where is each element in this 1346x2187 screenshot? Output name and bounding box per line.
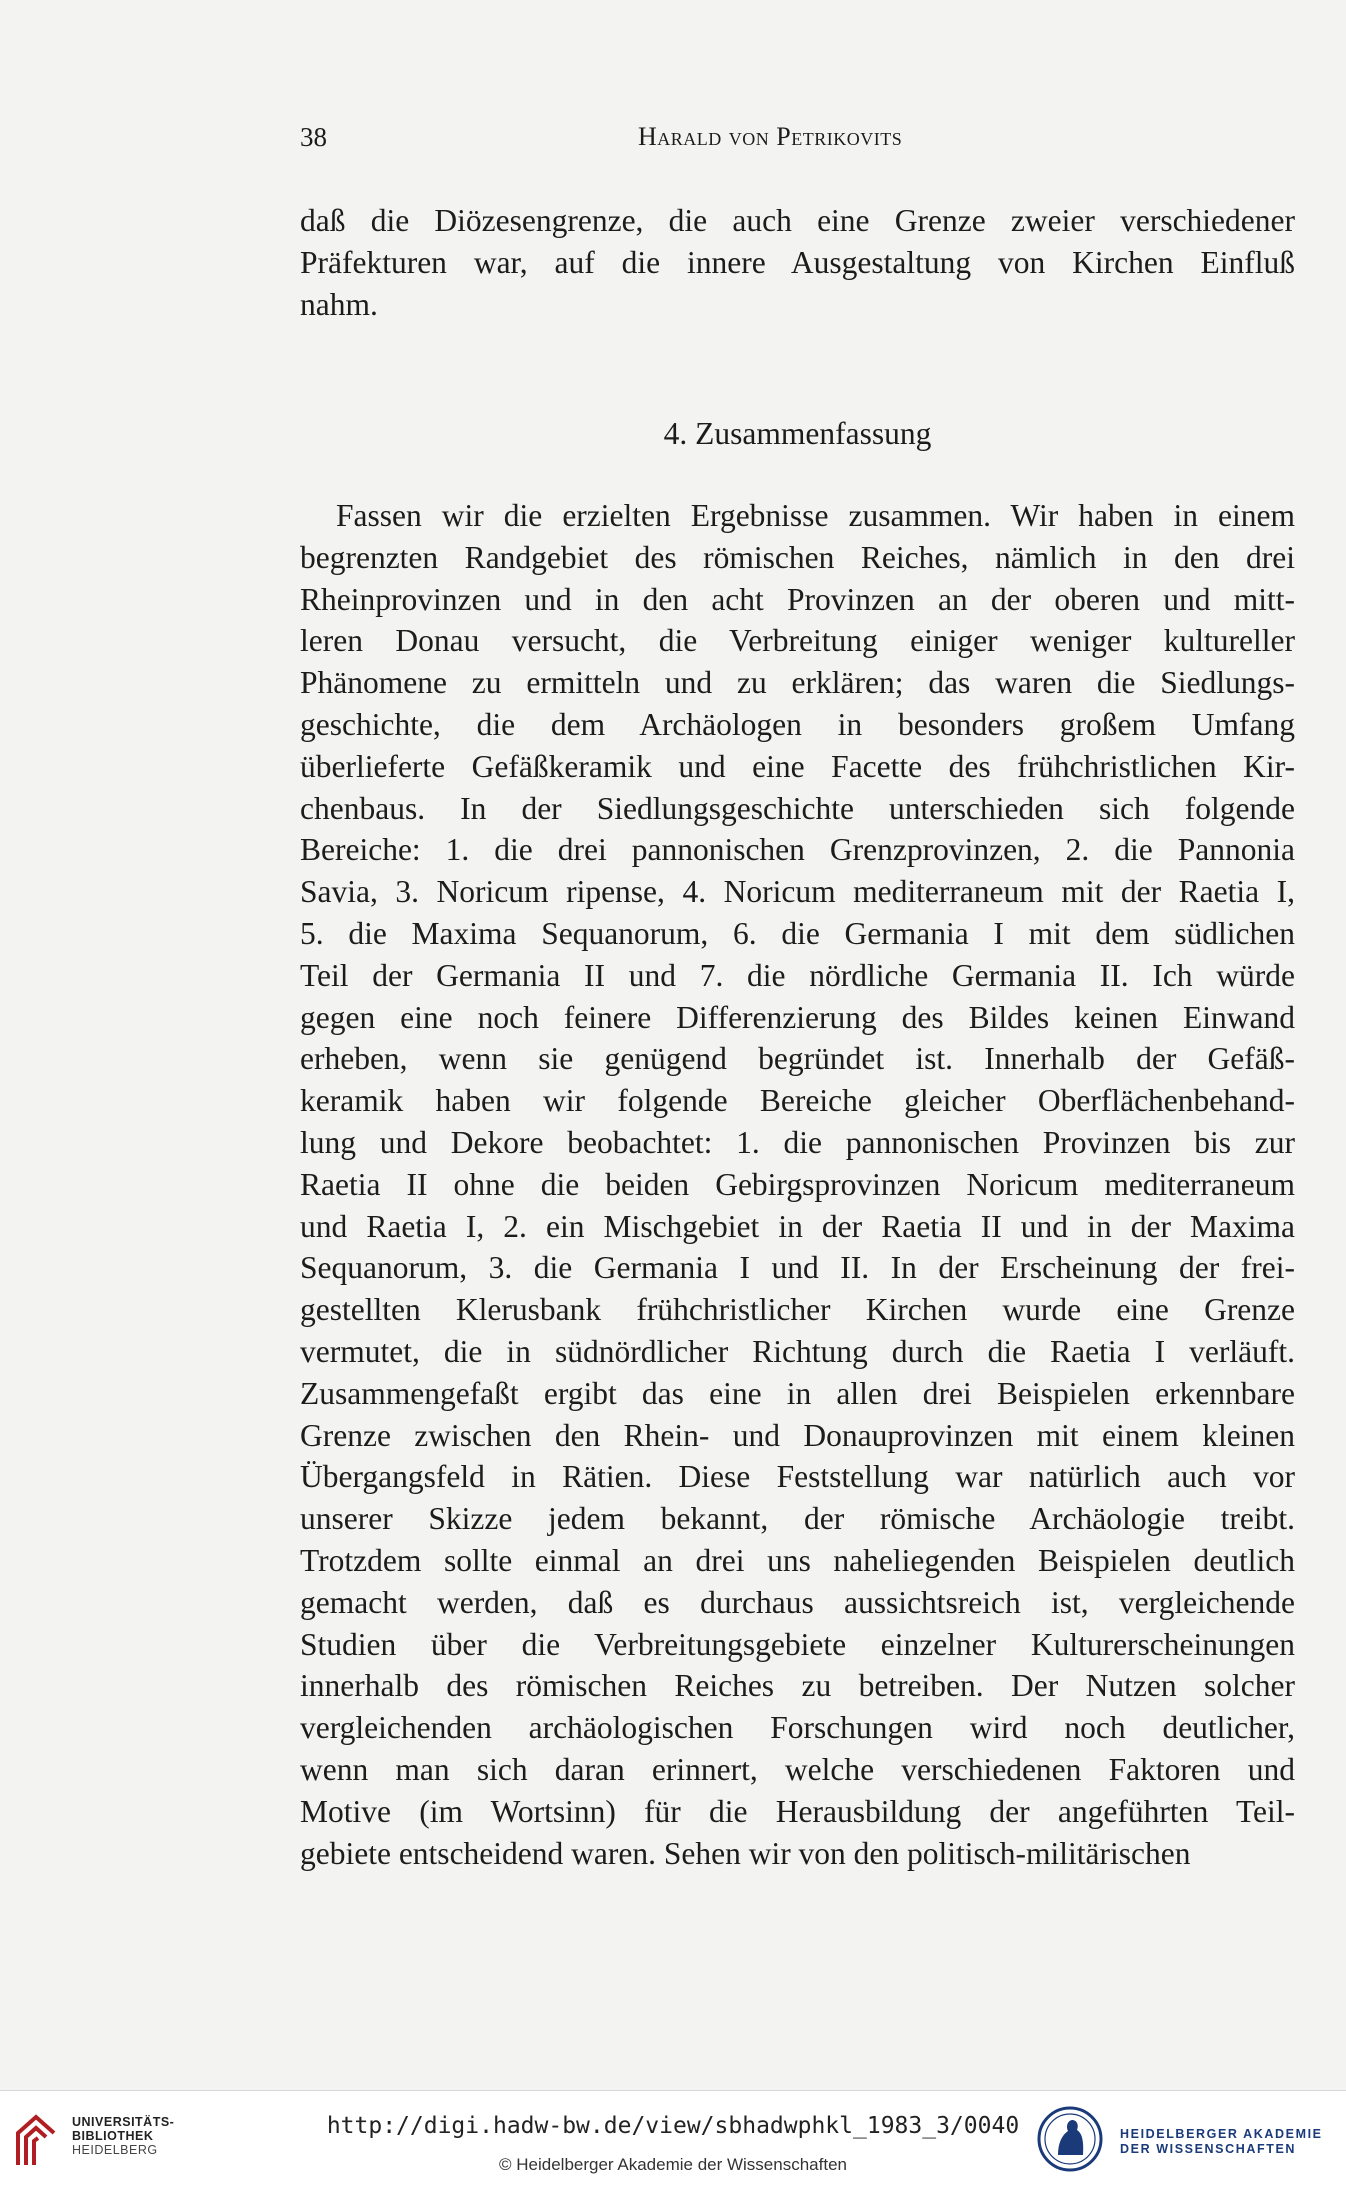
text-line: Motive (im Wortsinn) für die Herausbildung der angeführten Teil- <box>300 1793 1295 1829</box>
text-line: lung und Dekore beobachtet: 1. die pannonischen Provinzen bis zur <box>300 1124 1295 1160</box>
text-line: gegen eine noch feinere Differenzierung des Bildes keinen Einwand <box>300 999 1295 1035</box>
text-line: unserer Skizze jedem bekannt, der römische Archäologie treibt. <box>300 1501 1295 1537</box>
text-line: chenbaus. In der Siedlungsgeschichte unterschieden sich folgende <box>300 790 1295 826</box>
text-line: geschichte, die dem Archäologen in besonders großem Umfang <box>300 706 1295 742</box>
text-line: 5. die Maxima Sequanorum, 6. die Germania I mit dem südlichen <box>300 915 1295 951</box>
text-line: Savia, 3. Noricum ripense, 4. Noricum mediterraneum mit der Raetia I, <box>300 874 1295 910</box>
footer-bar <box>0 2090 1346 2187</box>
library-logo-text: UNIVERSITÄTS- BIBLIOTHEK HEIDELBERG <box>72 2115 175 2157</box>
text-line: Raetia II ohne die beiden Gebirgsprovinzen Noricum mediterraneum <box>300 1166 1295 1202</box>
text-line: erheben, wenn sie genügend begründet ist. Innerhalb der Gefäß- <box>300 1041 1295 1077</box>
copyright-notice: © Heidelberger Akademie der Wissenschaften <box>499 2155 847 2174</box>
text-line: Teil der Germania II und 7. die nördliche Germania II. Ich würde <box>300 957 1295 993</box>
text-line: Übergangsfeld in Rätien. Diese Feststellung war natürlich auch vor <box>300 1459 1295 1495</box>
text-line: keramik haben wir folgende Bereiche gleicher Oberflächenbehand- <box>300 1083 1295 1119</box>
running-head <box>300 122 1295 162</box>
text-line: Grenze zwischen den Rhein- und Donauprovinzen mit einem kleinen <box>300 1417 1295 1453</box>
text-line: und Raetia I, 2. ein Mischgebiet in der Raetia II und in der Maxima <box>300 1208 1295 1244</box>
paragraph-2 <box>300 495 1295 1874</box>
academy-logo-text: HEIDELBERGER AKADEMIE DER WISSENSCHAFTEN <box>1120 2127 1323 2156</box>
text-line: Trotzdem sollte einmal an drei uns naheliegenden Beispielen deutlich <box>300 1542 1295 1578</box>
text-line: gestellten Klerusbank frühchristlicher Kirchen wurde eine Grenze <box>300 1292 1295 1328</box>
text-line: gebiete entscheidend waren. Sehen wir von den politisch-militärischen <box>300 1835 1191 1871</box>
text-line: gemacht werden, daß es durchaus aussichtsreich ist, vergleichende <box>300 1584 1295 1620</box>
page-number: 38 <box>300 122 327 152</box>
text-line: Fassen wir die erzielten Ergebnisse zusammen. Wir haben in einem <box>336 498 1295 533</box>
text-line: Zusammengefaßt ergibt das eine in allen drei Beispielen erkennbare <box>300 1375 1295 1411</box>
text-line: begrenzten Randgebiet des römischen Reiches, nämlich in den drei <box>300 539 1295 575</box>
text-line: nahm. <box>300 286 378 322</box>
text-line: wenn man sich daran erinnert, welche verschiedenen Faktoren und <box>300 1751 1295 1787</box>
text-line: Bereiche: 1. die drei pannonischen Grenzprovinzen, 2. die Pannonia <box>300 832 1295 868</box>
text-line: daß die Diözesengrenze, die auch eine Grenze zweier verschiedener <box>300 203 1295 238</box>
paragraph-1 <box>300 200 1295 325</box>
text-line: leren Donau versucht, die Verbreitung einiger weniger kultureller <box>300 623 1295 659</box>
text-line: Studien über die Verbreitungsgebiete einzelner Kulturerscheinungen <box>300 1626 1295 1662</box>
text-line: innerhalb des römischen Reiches zu betreiben. Der Nutzen solcher <box>300 1668 1295 1704</box>
text-line: vermutet, die in südnördlicher Richtung durch die Raetia I verläuft. <box>300 1333 1295 1369</box>
text-line: Sequanorum, 3. die Germania I und II. In der Erscheinung der frei- <box>300 1250 1295 1286</box>
text-line: Phänomene zu ermitteln und zu erklären; das waren die Siedlungs- <box>300 665 1295 701</box>
text-line: Präfekturen war, auf die innere Ausgestaltung von Kirchen Einfluß <box>300 244 1295 280</box>
section-heading: 4. Zusammenfassung <box>663 416 932 451</box>
text-line: vergleichenden archäologischen Forschungen wird noch deutlicher, <box>300 1710 1295 1746</box>
text-line: überlieferte Gefäßkeramik und eine Facette des frühchristlichen Kir- <box>300 748 1295 784</box>
text-line: Rheinprovinzen und in den acht Provinzen an der oberen und mitt- <box>300 581 1295 617</box>
academy-seal-icon <box>1036 2105 1104 2173</box>
permalink-url[interactable]: http://digi.hadw-bw.de/view/sbhadwphkl_1983_3/0040 <box>326 2113 1020 2139</box>
running-title: Harald von Petrikovits <box>638 122 903 151</box>
academy-logo[interactable] <box>1036 2103 1336 2175</box>
